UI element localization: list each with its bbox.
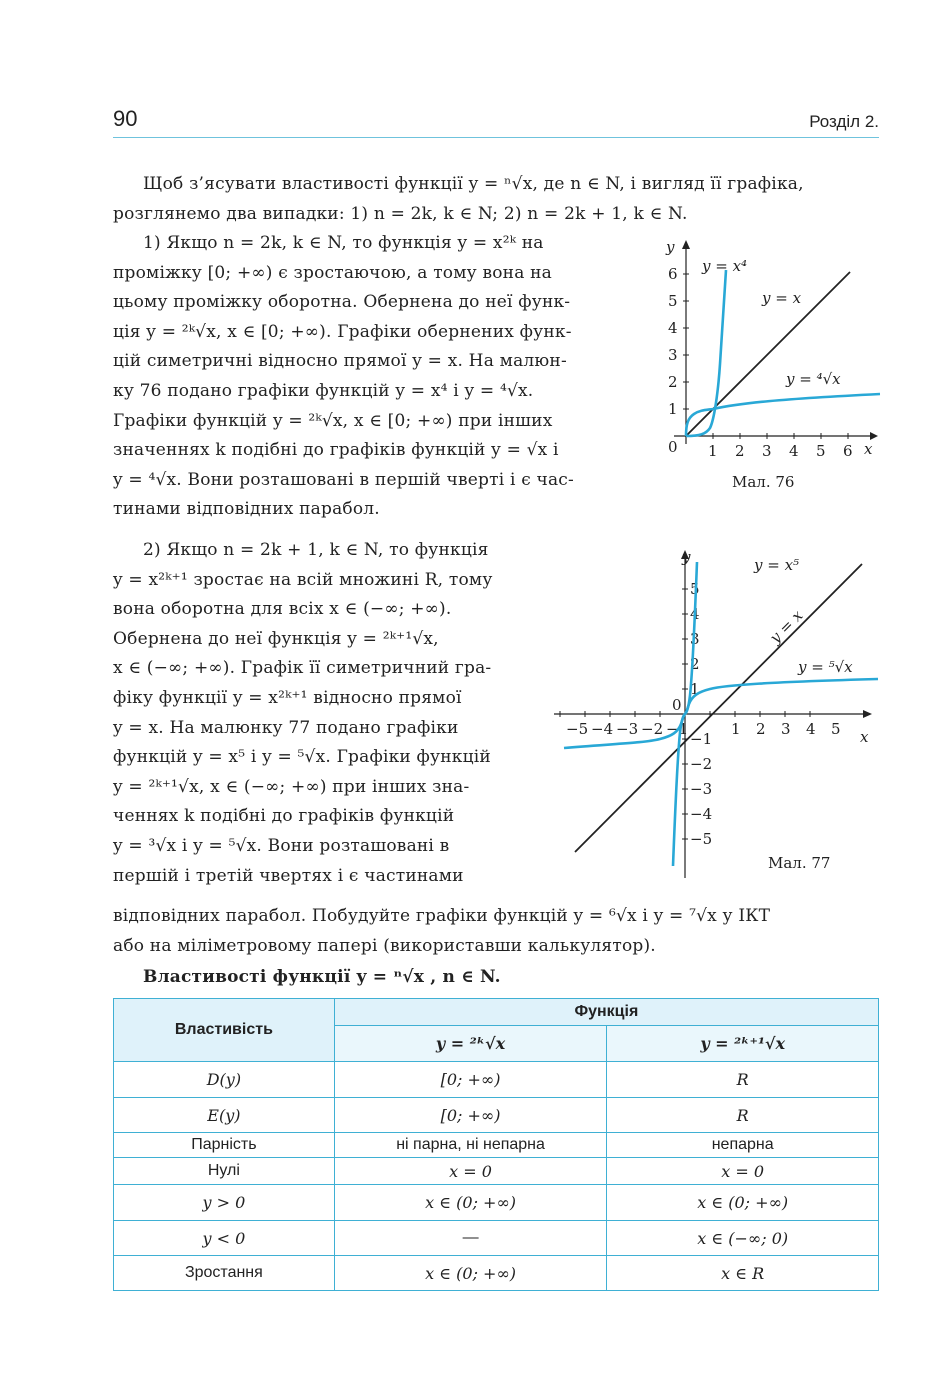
row-odd: R — [607, 1098, 879, 1133]
label-x-power-4: y = x⁴ — [702, 257, 748, 275]
case1-line-1: 1) Якщо n = 2k, k ∈ N, то функція y = x²ᵏ на — [143, 233, 544, 253]
table-row — [114, 1185, 879, 1221]
row-prop: Нулі — [114, 1158, 335, 1185]
row-even: x ∈ (0; +∞) — [334, 1256, 607, 1291]
x-tick-6: 6 — [843, 442, 853, 460]
y-tick-4: 4 — [668, 319, 678, 337]
case2-line-1: 2) Якщо n = 2k + 1, k ∈ N, то функція — [143, 540, 489, 560]
x-tick-1: 1 — [731, 720, 741, 738]
intro-line-2: розглянемо два випадки: 1) n = 2k, k ∈ N; 2) n = 2k + 1, k ∈ N. — [113, 203, 688, 224]
header-rule — [113, 137, 879, 138]
row-even: — — [334, 1221, 607, 1256]
case1-paragraph — [113, 229, 625, 525]
origin-label: 0 — [672, 696, 682, 714]
case1-line-9: y = ⁴√x. Вони розташовані в першій чверті і є час- — [113, 469, 574, 490]
case2-line-8: функцій y = x⁵ і y = ⁵√x. Графіки функцій — [113, 747, 491, 768]
case2-paragraph — [113, 536, 525, 891]
case1-line-6: ку 76 подано графіки функцій y = x⁴ і y = ⁴√x. — [113, 380, 534, 401]
figure-76-caption: Мал. 76 — [732, 473, 795, 491]
y-tick-5: 5 — [668, 292, 678, 310]
origin-label: 0 — [668, 438, 678, 456]
x-tick-2: 2 — [735, 442, 745, 460]
y-tick-6: 6 — [668, 265, 678, 283]
label-fifth-root: y = ⁵√x — [798, 658, 853, 676]
x-tick-3: 3 — [781, 720, 791, 738]
x-tick-4: 4 — [789, 442, 799, 460]
section-title: Розділ 2. — [809, 112, 879, 131]
x-tick-neg2: −2 — [641, 720, 664, 738]
x-tick-neg1: −1 — [666, 720, 689, 738]
x-tick-neg4: −4 — [591, 720, 614, 738]
row-prop: E(y) — [114, 1098, 335, 1133]
row-prop: y > 0 — [114, 1185, 335, 1221]
header-property: Властивість — [114, 999, 335, 1062]
table-row — [114, 1098, 879, 1133]
row-even: [0; +∞) — [334, 1098, 607, 1133]
row-even: x ∈ (0; +∞) — [334, 1185, 607, 1221]
y-axis-label: y — [666, 238, 675, 256]
case2-line-10: ченнях k подібні до графіків функцій — [113, 806, 455, 827]
figure-77-caption: Мал. 77 — [768, 854, 831, 872]
case1-line-4: ція y = ²ᵏ√x, x ∈ [0; +∞). Графіки обернених функ- — [113, 321, 572, 342]
table-row — [114, 1158, 879, 1185]
row-even: ні парна, ні непарна — [334, 1133, 607, 1158]
x-tick-neg3: −3 — [616, 720, 639, 738]
case2-line-6: фіку функції y = x²ᵏ⁺¹ відносно прямої — [113, 687, 462, 708]
x-axis-label: x — [864, 440, 873, 458]
y-tick-neg1: −1 — [690, 730, 713, 748]
y-tick-2: 2 — [668, 373, 678, 391]
table-row — [114, 1256, 879, 1291]
figure-77 — [550, 544, 885, 884]
y-tick-3: 3 — [668, 346, 678, 364]
y-tick-3: 3 — [690, 630, 700, 648]
row-odd: R — [607, 1062, 879, 1098]
table-row — [114, 1062, 879, 1098]
table-row — [114, 1133, 879, 1158]
header-even-root: y = ²ᵏ√x — [334, 1026, 607, 1062]
x-tick-5: 5 — [816, 442, 826, 460]
row-odd: x = 0 — [607, 1158, 879, 1185]
properties-heading: Властивості функції y = ⁿ√x , n ∈ N. — [143, 967, 501, 987]
intro-line-1: Щоб з’ясувати властивості функції y = ⁿ√x, де n ∈ N, і вигляд її графіка, — [143, 174, 804, 194]
y-tick-5: 5 — [690, 580, 700, 598]
y-axis-label: y — [682, 548, 691, 566]
case1-line-5: цій симетричні відносно прямої y = x. На малюн- — [113, 351, 567, 372]
y-tick-2: 2 — [690, 655, 700, 673]
x-tick-3: 3 — [762, 442, 772, 460]
row-prop: Зростання — [114, 1256, 335, 1291]
row-even: x = 0 — [334, 1158, 607, 1185]
tail-line-1: відповідних парабол. Побудуйте графіки функцій y = ⁶√x і y = ⁷√x у ІКТ — [113, 906, 771, 926]
case2-line-11: y = ³√x і y = ⁵√x. Вони розташовані в — [113, 835, 450, 856]
x-tick-4: 4 — [806, 720, 816, 738]
row-odd: x ∈ R — [607, 1256, 879, 1291]
row-even: [0; +∞) — [334, 1062, 607, 1098]
y-tick-neg2: −2 — [690, 755, 713, 773]
case1-line-3: цьому проміжку оборотна. Обернена до неї функ- — [113, 292, 571, 313]
page-number: 90 — [113, 106, 138, 131]
label-y-equals-x: y = x — [762, 289, 802, 307]
case2-line-2: y = x²ᵏ⁺¹ зростає на всій множині R, тому — [113, 569, 493, 590]
figure-76 — [640, 234, 885, 496]
case1-line-2: проміжку [0; +∞) є зростаючою, а тому вона на — [113, 262, 553, 283]
y-tick-4: 4 — [690, 605, 700, 623]
case2-line-7: y = x. На малюнку 77 подано графіки — [113, 717, 459, 738]
y-tick-1: 1 — [668, 400, 678, 418]
label-x-power-5: y = x⁵ — [754, 556, 800, 574]
y-tick-1: 1 — [690, 680, 700, 698]
x-tick-neg5: −5 — [566, 720, 589, 738]
y-tick-neg3: −3 — [690, 780, 713, 798]
row-prop: y < 0 — [114, 1221, 335, 1256]
y-tick-neg5: −5 — [690, 830, 713, 848]
x-tick-1: 1 — [708, 442, 718, 460]
row-odd: непарна — [607, 1133, 879, 1158]
label-y-equals-x: y = x — [766, 606, 807, 647]
case2-line-3: вона оборотна для всіх x ∈ (−∞; +∞). — [113, 599, 452, 620]
label-fourth-root: y = ⁴√x — [786, 370, 841, 388]
case1-line-7: Графіки функцій y = ²ᵏ√x, x ∈ [0; +∞) при інших — [113, 410, 553, 431]
x-tick-5: 5 — [831, 720, 841, 738]
table-row — [114, 1221, 879, 1256]
intro-paragraph — [113, 170, 879, 229]
case2-line-9: y = ²ᵏ⁺¹√x, x ∈ (−∞; +∞) при інших зна- — [113, 776, 470, 797]
case2-line-5: x ∈ (−∞; +∞). Графік її симетричний гра- — [113, 658, 492, 679]
header-function: Функція — [334, 999, 878, 1026]
case2-line-4: Обернена до неї функція y = ²ᵏ⁺¹√x, — [113, 628, 439, 649]
x-axis-label: x — [860, 728, 869, 746]
case1-line-10: тинами відповідних парабол. — [113, 499, 380, 520]
row-odd: x ∈ (0; +∞) — [607, 1185, 879, 1221]
row-prop: Парність — [114, 1133, 335, 1158]
row-odd: x ∈ (−∞; 0) — [607, 1221, 879, 1256]
properties-table — [113, 998, 879, 1291]
case2-line-12: першій і третій чвертях і є частинами — [113, 865, 464, 886]
header-odd-root: y = ²ᵏ⁺¹√x — [607, 1026, 879, 1062]
tail-line-2: або на міліметровому папері (використавши калькулятор). — [113, 935, 656, 956]
y-tick-neg4: −4 — [690, 805, 713, 823]
line-y-equals-x — [575, 564, 862, 852]
x-tick-2: 2 — [756, 720, 766, 738]
tail-paragraph — [113, 902, 879, 961]
row-prop: D(y) — [114, 1062, 335, 1098]
case1-line-8: значеннях k подібні до графіків функцій y = √x і — [113, 440, 559, 461]
